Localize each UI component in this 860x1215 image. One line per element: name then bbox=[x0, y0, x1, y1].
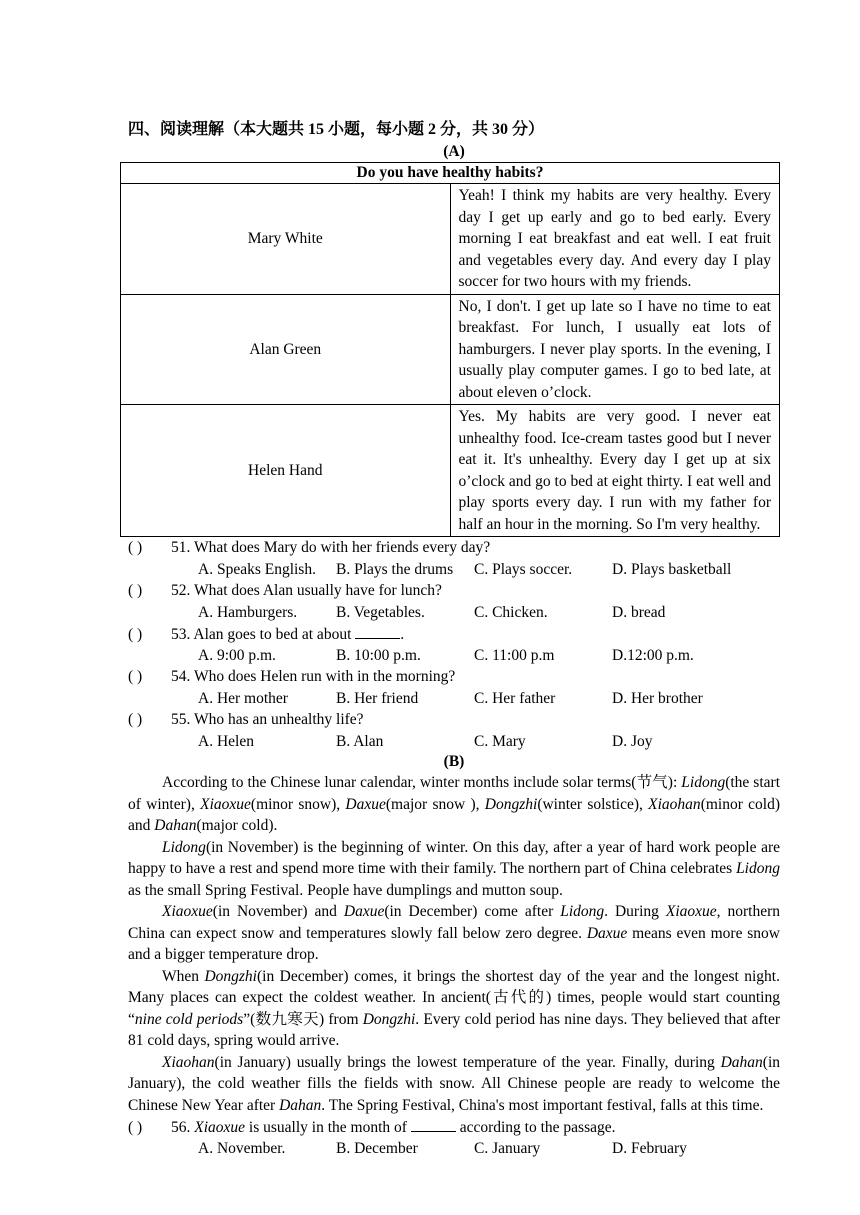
question-stem: 55. Who has an unhealthy life? bbox=[171, 711, 364, 728]
passage-paragraph-3: Xiaoxue(in November) and Daxue(in December) come after Lidong. During Xiaoxue, northern China can expect snow and temperatures slowly fall below zero degree. Daxue means even more snow and a bigger temperature drop. bbox=[128, 903, 781, 963]
option-c[interactable]: C. Plays soccer. bbox=[474, 560, 573, 578]
section-heading: 四、阅读理解（本大题共 15 小题，每小题 2 分，共 30 分） bbox=[128, 121, 545, 138]
option-c[interactable]: C. Her father bbox=[474, 689, 556, 707]
option-b[interactable]: B. Plays the drums bbox=[336, 560, 454, 578]
fill-blank[interactable] bbox=[411, 1116, 456, 1132]
option-d[interactable]: D. Her brother bbox=[612, 689, 703, 707]
table-row bbox=[121, 184, 780, 295]
option-d[interactable]: D. February bbox=[612, 1139, 687, 1157]
option-d[interactable]: D.12:00 p.m. bbox=[612, 646, 694, 664]
option-a[interactable]: A. Hamburgers. bbox=[198, 603, 298, 621]
reading-section bbox=[128, 118, 780, 1159]
question-number: 56. bbox=[171, 1119, 195, 1136]
option-d[interactable]: D. bread bbox=[612, 603, 666, 621]
question-stem-end: according to the passage. bbox=[455, 1119, 616, 1136]
option-c[interactable]: C. Mary bbox=[474, 732, 526, 750]
table-row bbox=[121, 294, 780, 405]
option-a[interactable]: A. Helen bbox=[198, 732, 254, 750]
question-52 bbox=[128, 580, 780, 623]
answer-blank[interactable]: ( ) bbox=[128, 668, 143, 685]
question-term: Xiaoxue bbox=[194, 1119, 246, 1136]
option-d[interactable]: D. Plays basketball bbox=[612, 560, 732, 578]
option-a[interactable]: A. Her mother bbox=[198, 689, 288, 707]
table-row bbox=[121, 405, 780, 537]
part-b-label: (B) bbox=[443, 753, 465, 770]
option-c[interactable]: C. 11:00 p.m bbox=[474, 646, 555, 664]
question-stem: 51. What does Mary do with her friends every day? bbox=[171, 539, 491, 556]
question-stem: 53. Alan goes to bed at about bbox=[171, 626, 352, 643]
question-55 bbox=[128, 709, 780, 752]
option-c[interactable]: C. January bbox=[474, 1139, 541, 1157]
question-54 bbox=[128, 666, 780, 709]
question-stem: is usually in the month of bbox=[245, 1119, 411, 1136]
option-b[interactable]: B. Vegetables. bbox=[336, 603, 425, 621]
person-name: Helen Hand bbox=[121, 405, 451, 537]
option-a[interactable]: A. 9:00 p.m. bbox=[198, 646, 276, 664]
option-b[interactable]: B. Her friend bbox=[336, 689, 419, 707]
passage-paragraph-4: When Dongzhi(in December) comes, it brings the shortest day of the year and the longest night. Many places can expect the coldest weather. In ancient(古代的) times, people would start counting “nine cold periods”(数九寒天) from Dongzhi. Every cold period has nine days. They believed that after 81 cold days, spring would arrive. bbox=[128, 967, 780, 1049]
person-answer: Yeah! I think my habits are very healthy. Every day I get up early and go to bed early. Every morning I eat breakfast and eat well. I eat fruit and vegetables every day. And every day I play soccer for two hours with my friends. bbox=[450, 184, 780, 295]
option-a[interactable]: A. November. bbox=[198, 1139, 286, 1157]
part-a-label: (A) bbox=[443, 143, 465, 160]
option-a[interactable]: A. Speaks English. bbox=[198, 560, 316, 578]
question-56 bbox=[128, 1116, 780, 1159]
passage-paragraph-2: Lidong(in November) is the beginning of winter. On this day, after a year of hard work people are happy to have a rest and spend more time with their family. The northern part of China celebrates Lidong as the small Spring Festival. People have dumplings and mutton soup. bbox=[128, 838, 780, 899]
option-d[interactable]: D. Joy bbox=[612, 732, 653, 750]
person-answer: Yes. My habits are very good. I never eat unhealthy food. Ice-cream tastes good but I never eat it. It's unhealthy. Every day I get up at six o’clock and go to bed at eight thirty. I eat well and play sports every day. I run with my father for half an hour in the morning. So I'm very healthy. bbox=[450, 405, 780, 537]
option-b[interactable]: B. December bbox=[336, 1139, 418, 1157]
answer-blank[interactable]: ( ) bbox=[128, 1119, 143, 1136]
answer-blank[interactable]: ( ) bbox=[128, 626, 143, 643]
option-b[interactable]: B. 10:00 p.m. bbox=[336, 646, 421, 664]
table-title: Do you have healthy habits? bbox=[121, 163, 780, 184]
fill-blank[interactable] bbox=[355, 623, 400, 639]
question-53 bbox=[128, 623, 780, 666]
person-name: Alan Green bbox=[121, 294, 451, 405]
passage-paragraph-1: According to the Chinese lunar calendar, winter months include solar terms(节气): Lidong(the start of winter), Xiaoxue(minor snow), Daxue(major snow ), Dongzhi(winter solstice), Xiaohan(minor cold) and Dahan(major cold). bbox=[128, 774, 780, 834]
option-b[interactable]: B. Alan bbox=[336, 732, 384, 750]
answer-blank[interactable]: ( ) bbox=[128, 582, 143, 599]
question-51 bbox=[128, 537, 780, 580]
person-name: Mary White bbox=[121, 184, 451, 295]
option-c[interactable]: C. Chicken. bbox=[474, 603, 548, 621]
habits-table bbox=[120, 162, 780, 537]
question-stem: 54. Who does Helen run with in the morning? bbox=[171, 668, 456, 685]
answer-blank[interactable]: ( ) bbox=[128, 539, 143, 556]
passage-paragraph-5: Xiaohan(in January) usually brings the lowest temperature of the year. Finally, during Dahan(in January), the cold weather fills the fields with snow. All Chinese people are ready to welcome the Chinese New Year after Dahan. The Spring Festival, China's most important festival, falls at this time. bbox=[128, 1053, 780, 1114]
person-answer: No, I don't. I get up late so I have no time to eat breakfast. For lunch, I usually eat lots of hamburgers. I never play sports. In the evening, I usually play computer games. I go to bed late, at about eleven o’clock. bbox=[450, 294, 780, 405]
answer-blank[interactable]: ( ) bbox=[128, 711, 143, 728]
question-stem: 52. What does Alan usually have for lunch? bbox=[171, 582, 442, 599]
question-stem-end: . bbox=[400, 626, 405, 643]
